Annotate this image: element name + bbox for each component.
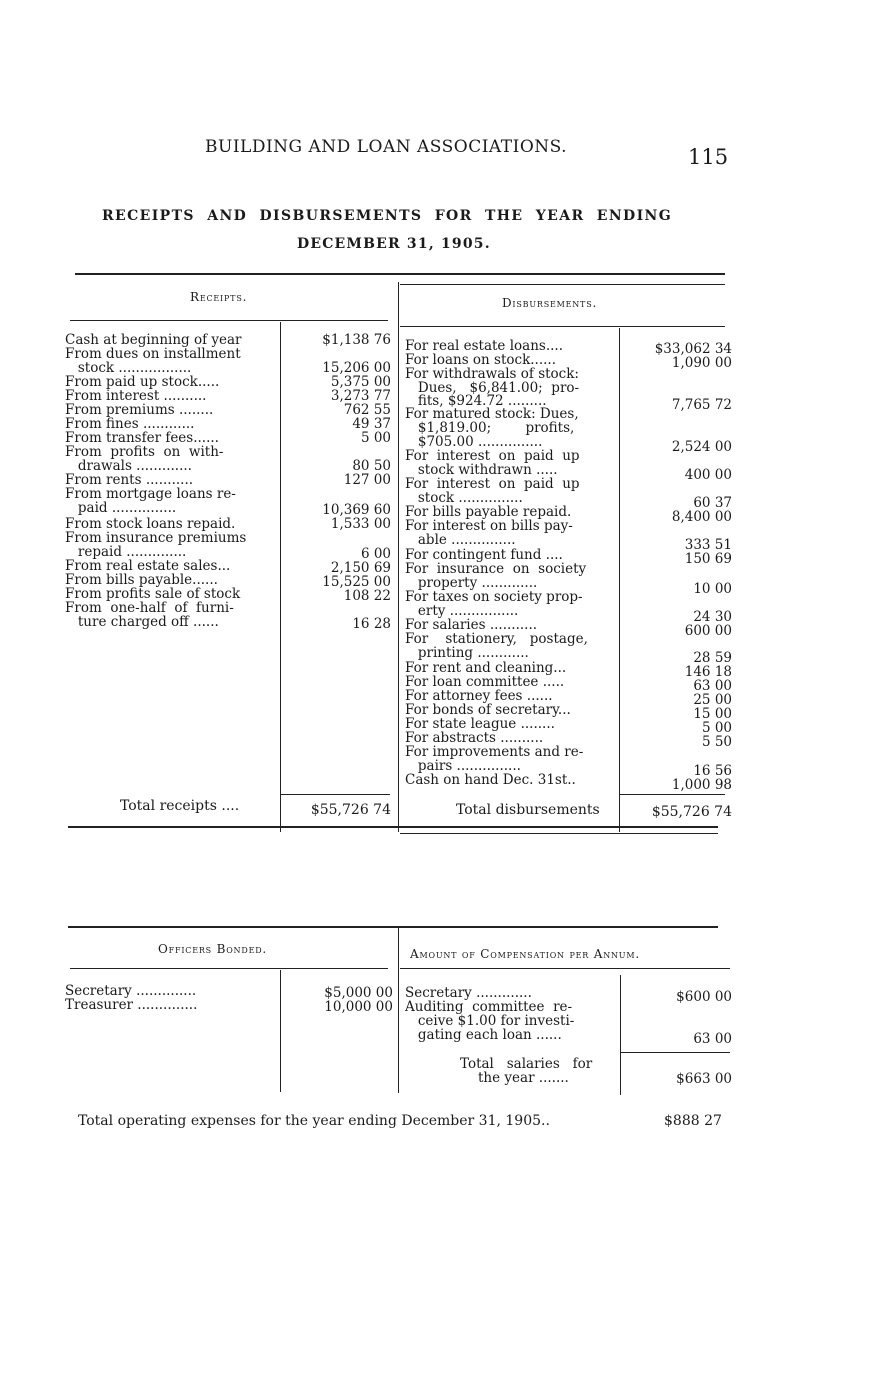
receipt-amount: 5,375 00 (330, 374, 391, 390)
disbursement-amount: 146 18 (684, 664, 732, 680)
disbursement-amount: 28 59 (693, 650, 732, 666)
officer-row-label: Treasurer .............. (65, 997, 198, 1013)
officer-row-amount: 10,000 00 (324, 999, 393, 1015)
compensation-amount-divider (620, 975, 621, 1095)
officer-row-label: Secretary .............. (65, 983, 197, 999)
disbursement-line: printing ............ (405, 645, 529, 661)
operating-expenses-amount: $888 27 (664, 1113, 722, 1129)
disbursements-header-rule (400, 326, 725, 327)
disbursements-top-rule (400, 284, 725, 285)
disbursement-amount: 63 00 (693, 678, 732, 694)
disbursement-line: For insurance on society (405, 561, 587, 577)
receipt-line: From stock loans repaid. (65, 516, 236, 532)
receipt-amount: 1,533 00 (330, 516, 391, 532)
disbursement-line: Dues, $6,841.00; pro- (405, 380, 580, 396)
compensation-amount: 63 00 (693, 1031, 732, 1047)
officers-header-rule (70, 968, 388, 969)
disbursement-amount: 25 00 (693, 692, 732, 708)
receipt-line: From bills payable...... (65, 572, 218, 588)
disbursements-amount-divider (619, 328, 620, 832)
disbursement-line: For withdrawals of stock: (405, 366, 579, 382)
receipt-line: From dues on installment (65, 346, 241, 362)
compensation-line: Secretary ............. (405, 985, 532, 1001)
disbursement-line: For interest on bills pay- (405, 518, 573, 534)
receipts-amount-divider (280, 322, 281, 832)
disbursement-line: For bonds of secretary... (405, 702, 571, 718)
officer-row-amount: $5,000 00 (324, 985, 393, 1001)
page-header-title: BUILDING AND LOAN ASSOCIATIONS. (205, 137, 568, 157)
compensation-total-label: Total salaries for (460, 1056, 593, 1072)
disbursement-line: For interest on paid up (405, 476, 580, 492)
disbursement-amount: 333 51 (684, 537, 732, 553)
disbursements-heading: Disbursements. (502, 296, 598, 310)
disbursement-line: For state league ........ (405, 716, 555, 732)
disbursement-line: For interest on paid up (405, 448, 580, 464)
receipt-amount: 6 00 (360, 546, 391, 562)
receipt-line: From mortgage loans re- (65, 486, 236, 502)
receipt-line: From fines ............ (65, 416, 195, 432)
receipt-amount: 5 00 (360, 430, 391, 446)
disbursement-amount: 1,000 98 (671, 777, 732, 793)
receipts-heading: Receipts. (190, 290, 248, 304)
operating-expenses-label: Total operating expenses for the year ending December 31, 1905.. (78, 1113, 550, 1129)
receipt-amount: 10,369 60 (322, 502, 391, 518)
disbursement-line: Cash on hand Dec. 31st.. (405, 772, 576, 788)
compensation-line: ceive $1.00 for investi- (405, 1013, 575, 1029)
receipt-line: From transfer fees...... (65, 430, 219, 446)
page-number: 115 (688, 145, 729, 169)
report-title-line1: RECEIPTS AND DISBURSEMENTS FOR THE YEAR ENDING (102, 208, 673, 224)
receipts-header-rule (70, 320, 388, 321)
disbursement-amount: 10 00 (693, 581, 732, 597)
receipt-amount: 108 22 (343, 588, 391, 604)
disbursement-amount: 5 00 (701, 720, 732, 736)
receipt-amount: 762 55 (343, 402, 391, 418)
disbursement-amount: 24 30 (693, 609, 732, 625)
disbursement-line: property ............. (405, 575, 538, 591)
receipt-amount: 15,525 00 (322, 574, 391, 590)
disbursement-line: For loans on stock...... (405, 352, 556, 368)
disbursement-line: fits, $924.72 ......... (405, 393, 547, 409)
disbursement-line: For bills payable repaid. (405, 504, 572, 520)
disbursement-line: $705.00 ............... (405, 434, 543, 450)
disbursement-line: For taxes on society prop- (405, 589, 583, 605)
disbursement-amount: 16 56 (693, 763, 732, 779)
compensation-line: Auditing committee re- (405, 999, 573, 1015)
table-bottom-rule (68, 826, 718, 828)
disbursement-line: $1,819.00; profits, (405, 420, 575, 436)
total-receipts-label: Total receipts .... (120, 798, 240, 814)
officers-amount-divider (280, 970, 281, 1092)
report-title-line2: DECEMBER 31, 1905. (297, 236, 491, 252)
disbursement-amount: 1,090 00 (671, 355, 732, 371)
receipt-line: Cash at beginning of year (65, 332, 242, 348)
disbursement-line: For abstracts .......... (405, 730, 544, 746)
receipt-line: repaid .............. (65, 544, 187, 560)
receipt-line: From real estate sales... (65, 558, 231, 574)
receipt-line: From paid up stock..... (65, 374, 220, 390)
table-top-rule (75, 273, 725, 275)
receipt-line: From profits on with- (65, 444, 224, 460)
receipt-amount: 3,273 77 (330, 388, 391, 404)
table-bottom-rule-2 (400, 833, 718, 834)
compensation-amount: $600 00 (676, 989, 732, 1005)
disbursement-line: erty ................ (405, 603, 519, 619)
disbursement-amount: 600 00 (684, 623, 732, 639)
disbursement-amount: $33,062 34 (654, 341, 732, 357)
disbursement-amount: 60 37 (693, 495, 732, 511)
disbursement-line: For loan committee ..... (405, 674, 565, 690)
disbursement-amount: 5 50 (701, 734, 732, 750)
disbursement-amount: 400 00 (684, 467, 732, 483)
receipt-line: From interest .......... (65, 388, 207, 404)
disbursement-line: For salaries ........... (405, 617, 538, 633)
receipt-line: From premiums ........ (65, 402, 214, 418)
disbursement-line: For improvements and re- (405, 744, 584, 760)
disbursement-line: For rent and cleaning... (405, 660, 567, 676)
receipt-amount: 80 50 (352, 458, 391, 474)
receipt-line: From one-half of furni- (65, 600, 234, 616)
receipt-amount: 49 37 (352, 416, 391, 432)
disbursements-subtotal-rule (620, 794, 725, 795)
total-disbursements-label: Total disbursements (456, 802, 600, 818)
disbursement-line: For stationery, postage, (405, 631, 588, 647)
receipt-line: stock ................. (65, 360, 192, 376)
disbursement-amount: 15 00 (693, 706, 732, 722)
disbursement-line: able ............... (405, 532, 516, 548)
disbursement-line: stock withdrawn ..... (405, 462, 558, 478)
disbursement-amount: 2,524 00 (671, 439, 732, 455)
receipt-amount: 16 28 (352, 616, 391, 632)
receipt-line: From rents ........... (65, 472, 194, 488)
receipt-line: From insurance premiums (65, 530, 247, 546)
receipt-line: ture charged off ...... (65, 614, 219, 630)
compensation-total-amount: $663 00 (676, 1071, 732, 1087)
disbursement-line: pairs ............... (405, 758, 521, 774)
compensation-subtotal-rule (620, 1052, 730, 1053)
disbursement-line: For real estate loans.... (405, 338, 563, 354)
compensation-header-rule (400, 968, 730, 969)
second-table-divider (398, 928, 399, 1093)
disbursement-amount: 7,765 72 (671, 397, 732, 413)
receipt-line: drawals ............. (65, 458, 192, 474)
disbursement-amount: 8,400 00 (671, 509, 732, 525)
officers-bonded-heading: Officers Bonded. (158, 942, 268, 956)
column-divider (398, 282, 399, 832)
disbursement-line: For attorney fees ...... (405, 688, 553, 704)
disbursement-line: stock ............... (405, 490, 523, 506)
total-disbursements-amount: $55,726 74 (651, 804, 732, 820)
disbursement-amount: 150 69 (684, 551, 732, 567)
disbursement-line: For matured stock: Dues, (405, 406, 579, 422)
receipt-line: From profits sale of stock (65, 586, 241, 602)
compensation-line: gating each loan ...... (405, 1027, 562, 1043)
compensation-heading: Amount of Compensation per Annum. (410, 947, 640, 961)
receipt-amount: $1,138 76 (322, 332, 391, 348)
receipt-amount: 15,206 00 (322, 360, 391, 376)
second-table-top-rule (68, 926, 718, 928)
compensation-total-label: the year ....... (478, 1070, 569, 1086)
receipt-amount: 127 00 (343, 472, 391, 488)
disbursement-line: For contingent fund .... (405, 547, 563, 563)
receipts-subtotal-rule (280, 794, 390, 795)
receipt-amount: 2,150 69 (330, 560, 391, 576)
total-receipts-amount: $55,726 74 (310, 802, 391, 818)
receipt-line: paid ............... (65, 500, 177, 516)
